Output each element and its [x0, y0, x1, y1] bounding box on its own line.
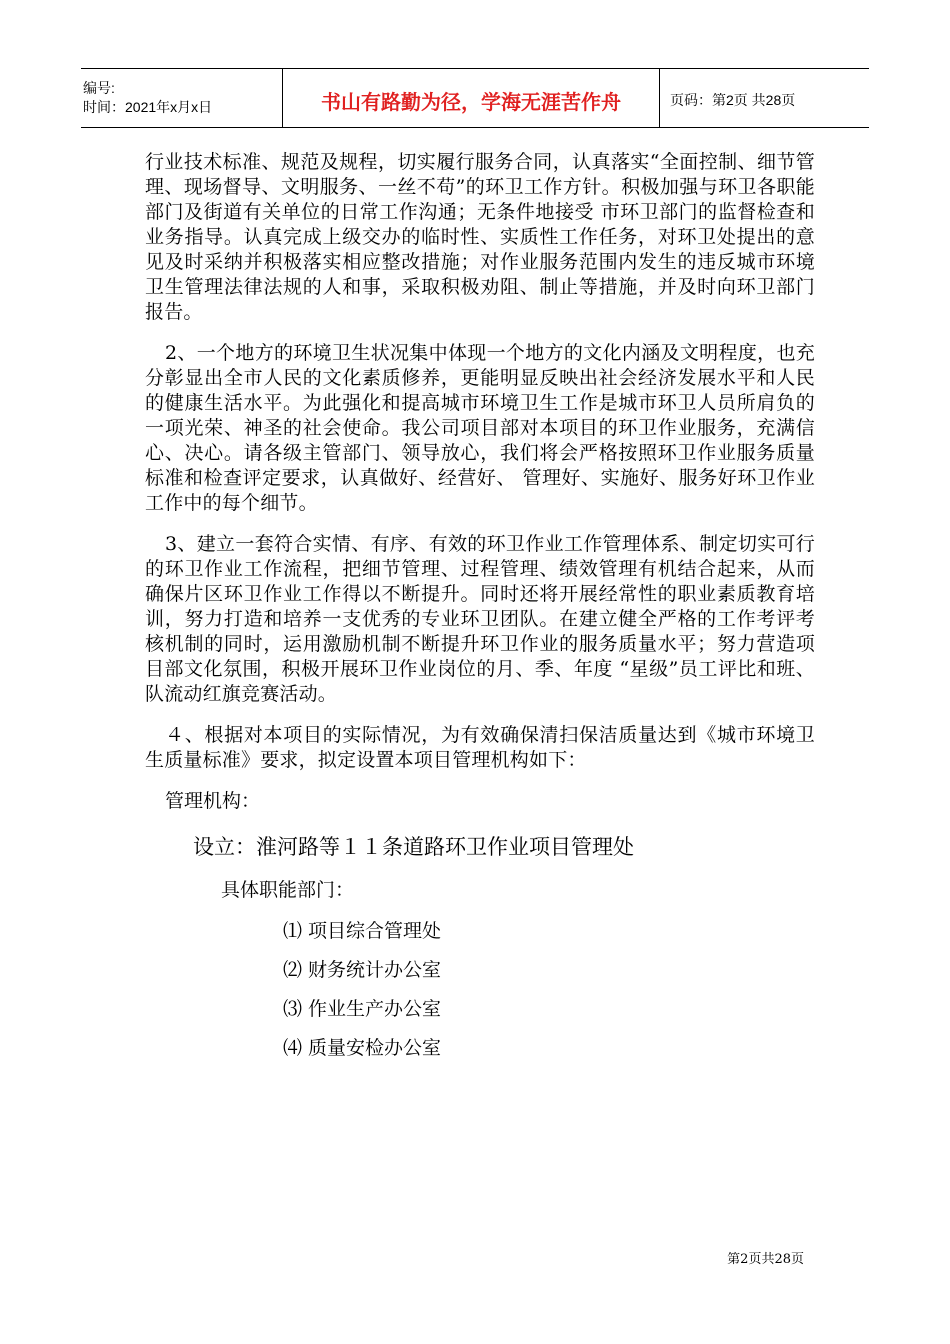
header-page-info: 页码：第2页 共28页	[670, 92, 796, 108]
department-item: ⑴ 项目综合管理处	[283, 920, 442, 942]
time-label: 时间：2021年x月x日	[83, 99, 213, 115]
paragraph-1: 行业技术标准、规范及规程，切实履行服务合同，认真落实“全面控制、细节管理、现场督导、文明服务、一丝不苟”的环卫工作方针。积极加强与环卫各职能部门及街道有关单位的日常工作沟通；无条件地接受 市环卫部门的监督检查和业务指导。认真完成上级交办的临时性、实质性工作任务，对环卫处提出的意见及时采纳并积极落实相应整改措施；对作业服务范围内发生的违反城市环境卫生管理法律法规的人和事，采取积极劝阻、制止等措施，并及时向环卫部门报告。	[145, 151, 815, 323]
page-footer: 第2页共28页	[727, 1252, 804, 1267]
page-header	[81, 68, 869, 128]
management-label: 管理机构：	[165, 790, 261, 812]
number-label: 编号:	[83, 80, 115, 96]
paragraph-4: ４、根据对本项目的实际情况，为有效确保清扫保洁质量达到《城市环境卫生质量标准》要求，拟定设置本项目管理机构如下：	[145, 724, 815, 771]
department-list	[283, 919, 443, 1061]
setup-line: 设立：淮河路等１１条道路环卫作业项目管理处	[193, 835, 634, 859]
header-meta	[81, 69, 282, 127]
paragraph-2: 2、一个地方的环境卫生状况集中体现一个地方的文化内涵及文明程度，也充分彰显出全市人民的文化素质修养，更能明显反映出社会经济发展水平和人民的健康生活水平。为此强化和提高城市环境卫生工作是城市环卫人员所肩负的一项光荣、神圣的社会使命。我公司项目部对本项目的环卫作业服务，充满信心、决心。请各级主管部门、领导放心，我们将会严格按照环卫作业服务质量标准和检查评定要求，认真做好、经营好、 管理好、实施好、服务好环卫作业工作中的每个细节。	[145, 342, 815, 514]
header-motto: 书山有路勤为径，学海无涯苦作舟	[282, 69, 660, 127]
paragraph-3: 3、建立一套符合实情、有序、有效的环卫作业工作管理体系、制定切实可行的环卫作业工作流程，把细节管理、过程管理、绩效管理有机结合起来，从而确保片区环卫作业工作得以不断提升。同时还将开展经常性的职业素质教育培训，努力打造和培养一支优秀的专业环卫团队。在建立健全严格的工作考评考核机制的同时，运用激励机制不断提升环卫作业的服务质量水平；努力营造项目部文化氛围，积极开展环卫作业岗位的月、季、年度 “星级”员工评比和班、队流动红旗竞赛活动。	[145, 533, 815, 705]
document-body	[145, 150, 815, 1075]
departments-label: 具体职能部门：	[221, 879, 355, 901]
department-item: ⑶ 作业生产办公室	[283, 998, 442, 1020]
department-item: ⑵ 财务统计办公室	[283, 959, 442, 981]
department-item: ⑷ 质量安检办公室	[283, 1037, 442, 1059]
